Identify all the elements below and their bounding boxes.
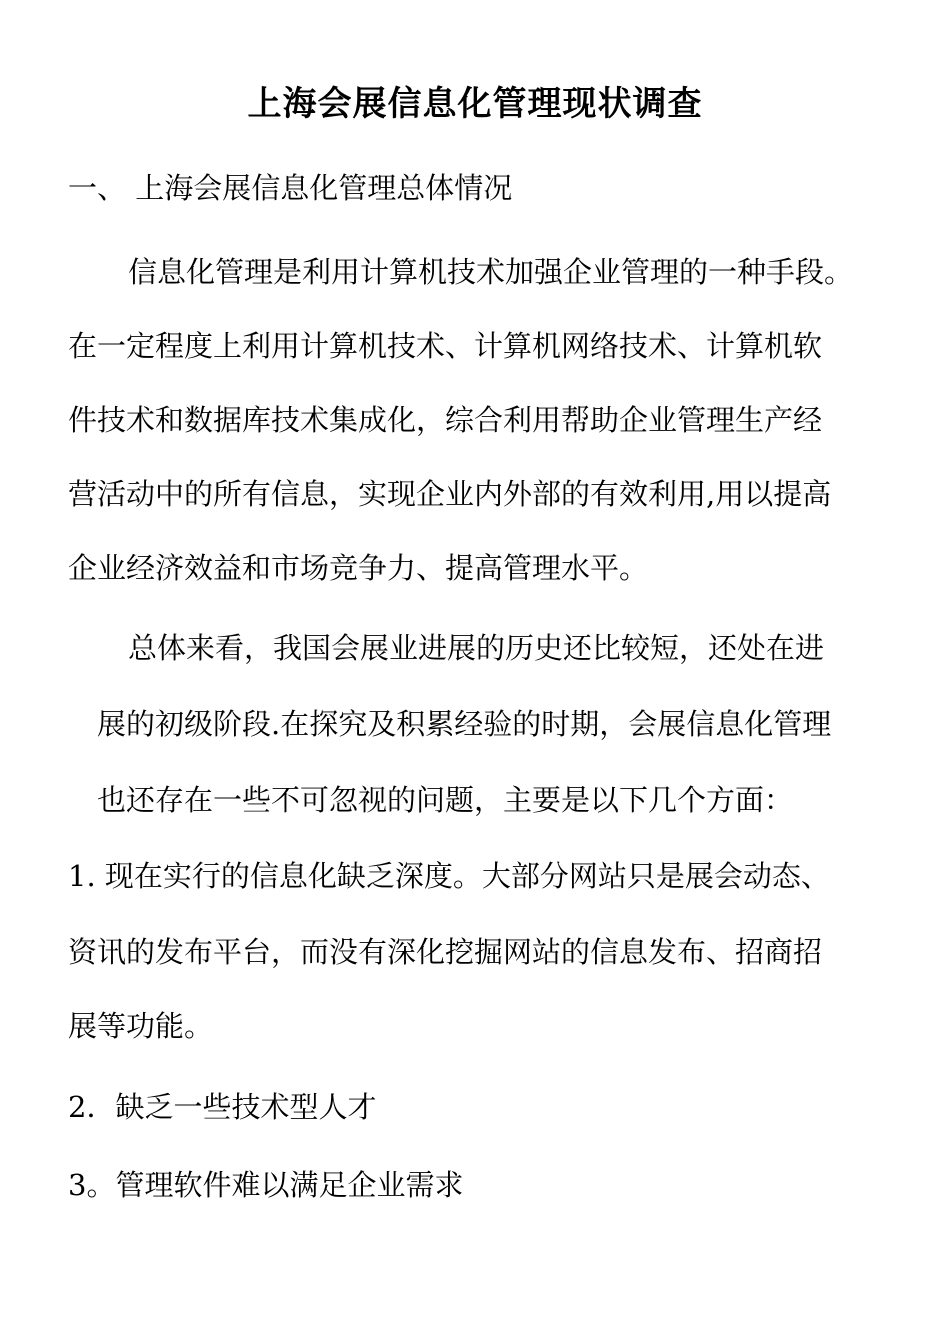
section-heading: 一、 上海会展信息化管理总体情况	[68, 171, 513, 205]
paragraph1-line-3: 件技术和数据库技术集成化，综合利用帮助企业管理生产经	[68, 403, 823, 437]
paragraph2-line-1: 总体来看，我国会展业进展的历史还比较短，还处在进	[128, 631, 825, 665]
document-title: 上海会展信息化管理现状调查	[247, 84, 703, 124]
list-item-2: 2．缺乏一些技术型人才	[68, 1090, 377, 1124]
list-item-1-line-1: 1. 现在实行的信息化缺乏深度。大部分网站只是展会动态、	[68, 859, 830, 893]
paragraph1-line-4: 营活动中的所有信息，实现企业内外部的有效利用,用以提高	[68, 477, 832, 511]
paragraph2-line-2: 展的初级阶段.在探究及积累经验的时期，会展信息化管理	[97, 707, 832, 741]
list-item-1-line-2: 资讯的发布平台，而没有深化挖掘网站的信息发布、招商招	[68, 935, 823, 969]
list-item-3: 3。管理软件难以满足企业需求	[68, 1168, 464, 1202]
paragraph2-line-3: 也还存在一些不可忽视的问题，主要是以下几个方面：	[97, 783, 794, 817]
list-item-1-line-3: 展等功能。	[68, 1009, 214, 1043]
paragraph1-line-5: 企业经济效益和市场竞争力、提高管理水平。	[68, 551, 649, 585]
paragraph1-line-2: 在一定程度上利用计算机技术、计算机网络技术、计算机软	[68, 329, 823, 363]
paragraph1-line-1: 信息化管理是利用计算机技术加强企业管理的一种手段。	[128, 255, 854, 289]
